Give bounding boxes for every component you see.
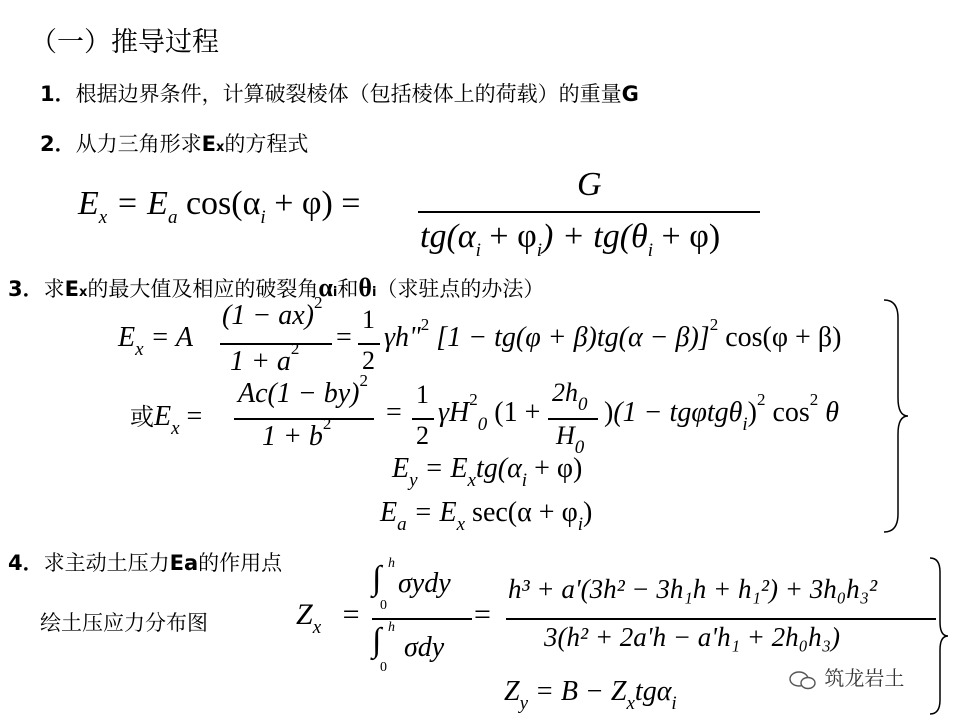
eq3b-gH-sub: 0 (477, 414, 488, 435)
eq4-int-bot-sign: ∫ (372, 622, 382, 659)
eq4-lhs (296, 598, 360, 638)
eq3a-den (230, 339, 300, 378)
eq2-lhs (78, 185, 361, 228)
step-2-text-b: 的方程式 (224, 132, 309, 156)
watermark (788, 662, 904, 691)
eq3a-E: E (118, 322, 136, 353)
eq2-den-mid: + φ (480, 218, 537, 255)
eq3a-num-text: (1 − ax) (222, 300, 314, 331)
eq3a-den-text: 1 + a (230, 346, 291, 377)
step-2 (40, 128, 308, 158)
eq3b-eq: = (186, 401, 203, 432)
eq3b-half-num: 1 (416, 380, 429, 409)
eq3b-cos-sup: 2 (809, 390, 819, 409)
eq5-tail: tgα (634, 676, 672, 707)
eq4-int-top-body: σydy (398, 568, 451, 599)
step-3-sub3: i (371, 285, 377, 300)
eq4-int-bot-upper: h (388, 620, 395, 635)
step-2-sub: x (215, 140, 225, 155)
brace-group-3 (880, 298, 910, 534)
side-label: 绘土压应力分布图 (40, 611, 208, 635)
eq4-int-top-upper: h (388, 556, 395, 571)
eq2-E: E (78, 185, 99, 222)
eq3c-tail-sub: i (521, 470, 528, 491)
step-1 (40, 78, 639, 108)
eq3c-E: E (392, 453, 410, 484)
eq3a-rest (384, 315, 842, 354)
eq3b-paren-open: (1 + (494, 397, 541, 428)
eq4-int-top-sign: ∫ (372, 560, 382, 597)
eq3d-tail: sec(α + φ (465, 497, 578, 528)
eq3c-eq: = E (424, 453, 468, 484)
eq2-den-tail: + φ) (653, 218, 721, 255)
eq3c-tail: tg(α (475, 453, 522, 484)
eq3b-gH (438, 390, 541, 435)
eq3b-num-text: Ac(1 − by) (238, 378, 360, 409)
eq3a-den-sup: 2 (290, 339, 300, 358)
eq3b-bar (234, 418, 374, 420)
eq2-mid: = E (115, 185, 168, 222)
step-1-bold: G (621, 82, 639, 106)
eq3a-sub: x (135, 339, 144, 360)
eq3a-cos: cos(φ + β) (718, 322, 842, 353)
eq2-den-sub3: i (647, 240, 654, 261)
step-1-num: 1． (40, 82, 76, 106)
eq5-lhs-sub: y (519, 693, 529, 714)
eq3b-eq2: = (386, 397, 402, 428)
eq2-den-sub1: i (475, 240, 481, 261)
eq3b-paren-close: ) (604, 397, 614, 428)
eq3a-rest-text: γh" (384, 322, 421, 353)
equation-3d (380, 497, 593, 535)
eq3b-frac-den (556, 421, 585, 458)
eq3a-bar (220, 343, 332, 345)
page-heading: （一）推导过程 (30, 27, 219, 58)
step-4-text-a: 求主动土压力 (43, 551, 170, 575)
eq3b-half-bar (412, 418, 434, 420)
step-3-sub: x (78, 285, 88, 300)
eq3d-lhs-sub: a (397, 514, 407, 535)
eq3d-sub: x (456, 514, 466, 535)
eq5-eq: = B − Z (535, 676, 627, 707)
eq3b-num-sup: 2 (359, 371, 369, 390)
eq2-cos-sub: i (260, 207, 266, 228)
eq3b-den-text: 1 + b (262, 421, 323, 452)
eq3b-frac-bar (548, 418, 598, 420)
eq3b-cos: cos (765, 397, 810, 428)
eq4-lhs-sub: x (312, 617, 322, 638)
eq2-den-mid2: ) + tg(θ (542, 218, 648, 255)
eq3b-frac-den-sub: 0 (574, 437, 585, 458)
eq3a-eqA: = A (150, 322, 194, 353)
eq3c-lhs-sub: y (409, 470, 418, 491)
eq3d-E: E (380, 497, 398, 528)
eq3b-tail (604, 390, 840, 435)
equation-3c (392, 453, 583, 491)
eq3a-num-sup: 2 (313, 293, 323, 312)
eq2-cos: cos(α (177, 185, 261, 222)
eq3a-rest-sup: 2 (420, 315, 430, 334)
step-4 (8, 547, 282, 577)
eq3a-num (222, 293, 323, 332)
eq3b-den-sup: 2 (322, 414, 332, 433)
eq4-int-bot-body: σdy (404, 632, 445, 663)
eq3b-tail-sup: 2 (756, 390, 766, 409)
eq4-right-bar (506, 618, 936, 620)
step-3-theta: θ (358, 273, 372, 302)
step-4-num: 4． (8, 551, 44, 575)
eq3a-half-den: 2 (362, 346, 375, 375)
eq2-fraction-bar (418, 211, 760, 213)
eq4-Z: Z (296, 598, 313, 631)
eq3b-E: E (154, 401, 172, 432)
watermark-text: 筑龙岩土 (824, 666, 905, 690)
eq3a-lhs (118, 322, 194, 360)
step-3 (8, 273, 544, 303)
eq4-denominator: 3(h² + 2a'h − a'h₁ + 2h₀h₃) (544, 622, 840, 652)
step-2-bold: E (201, 132, 216, 156)
eq3b-tail-close: ) (747, 397, 757, 428)
eq4-left-bar (372, 618, 472, 620)
equation-zy (504, 676, 677, 714)
eq5-Z: Z (504, 676, 520, 707)
eq2-numerator: G (577, 166, 602, 203)
eq4-int-top-lower: 0 (380, 598, 387, 613)
eq5-sub: x (626, 693, 635, 714)
eq2-den-sub2: i (536, 240, 542, 261)
eq3d-tail-end: ) (583, 497, 593, 528)
eq2-den-a: tg(α (420, 218, 476, 255)
wechat-icon (788, 669, 818, 691)
eq3b-num (238, 371, 369, 410)
eq3a-half-bar (358, 343, 380, 345)
eq3b-gH-text: γH (438, 397, 470, 428)
eq3d-eq: = E (413, 497, 457, 528)
eq3c-sub: x (467, 470, 476, 491)
eq2-E-sub: x (98, 207, 108, 228)
step-3-num: 3． (8, 277, 44, 301)
eq3a-eq2: = (336, 322, 352, 353)
eq4-int-bot-lower: 0 (380, 660, 387, 675)
eq3a-bracket: [1 − tg(φ + β)tg(α − β)] (429, 322, 710, 353)
step-3-bold: E (64, 277, 79, 301)
eq3b-half-den: 2 (416, 421, 429, 450)
or-label: 或 (130, 403, 154, 431)
eq4-eq: = (342, 598, 360, 631)
eq4-eq2: = (474, 598, 491, 631)
eq4-numerator: h³ + a'(3h² − 3h₁h + h₁²) + 3h₀h₃² (508, 574, 878, 604)
eq2-cos-tail: + φ) = (265, 185, 361, 222)
eq2-mid-sub: a (167, 207, 178, 228)
step-3-text-c: （求驻点的办法） (376, 277, 545, 301)
step-4-text-b: 的作用点 (198, 551, 283, 575)
eq3b-den (262, 414, 332, 453)
step-3-text-a: 求 (43, 277, 65, 301)
step-3-sub2: i (332, 285, 338, 300)
eq3a-br-sup: 2 (709, 315, 719, 334)
eq3b-frac-num-text: 2h (552, 378, 578, 407)
eq3a-half-num: 1 (362, 305, 375, 334)
eq5-tail-sub: i (671, 693, 677, 714)
eq3b-tail-sub: i (742, 414, 748, 435)
step-2-text-a: 从力三角形求 (75, 132, 202, 156)
brace-group-4 (928, 556, 950, 716)
step-1-text: 根据边界条件，计算破裂棱体（包括棱体上的荷载）的重量 (75, 82, 622, 106)
eq3b-cos-arg: θ (818, 397, 840, 428)
step-3-and: 和 (337, 277, 359, 301)
eq3b-frac-num-sub: 0 (578, 394, 588, 415)
step-3-alpha: α (318, 273, 333, 302)
step-4-bold: Ea (169, 551, 199, 575)
eq3b-frac-num (552, 378, 588, 415)
eq3b-gH-sup: 2 (469, 390, 478, 409)
eq3b-frac-den-text: H (556, 421, 575, 450)
eq3c-tail-end: + φ) (527, 453, 583, 484)
eq3b-tail-text: (1 − tgφtgθ (613, 397, 743, 428)
eq3b-lhs (130, 397, 203, 439)
eq3d-tail-sub: i (577, 514, 584, 535)
eq2-denominator (420, 218, 721, 261)
step-2-num: 2． (40, 132, 76, 156)
eq3b-sub: x (171, 418, 180, 439)
step-3-text-b: 的最大值及相应的破裂角 (87, 277, 319, 301)
